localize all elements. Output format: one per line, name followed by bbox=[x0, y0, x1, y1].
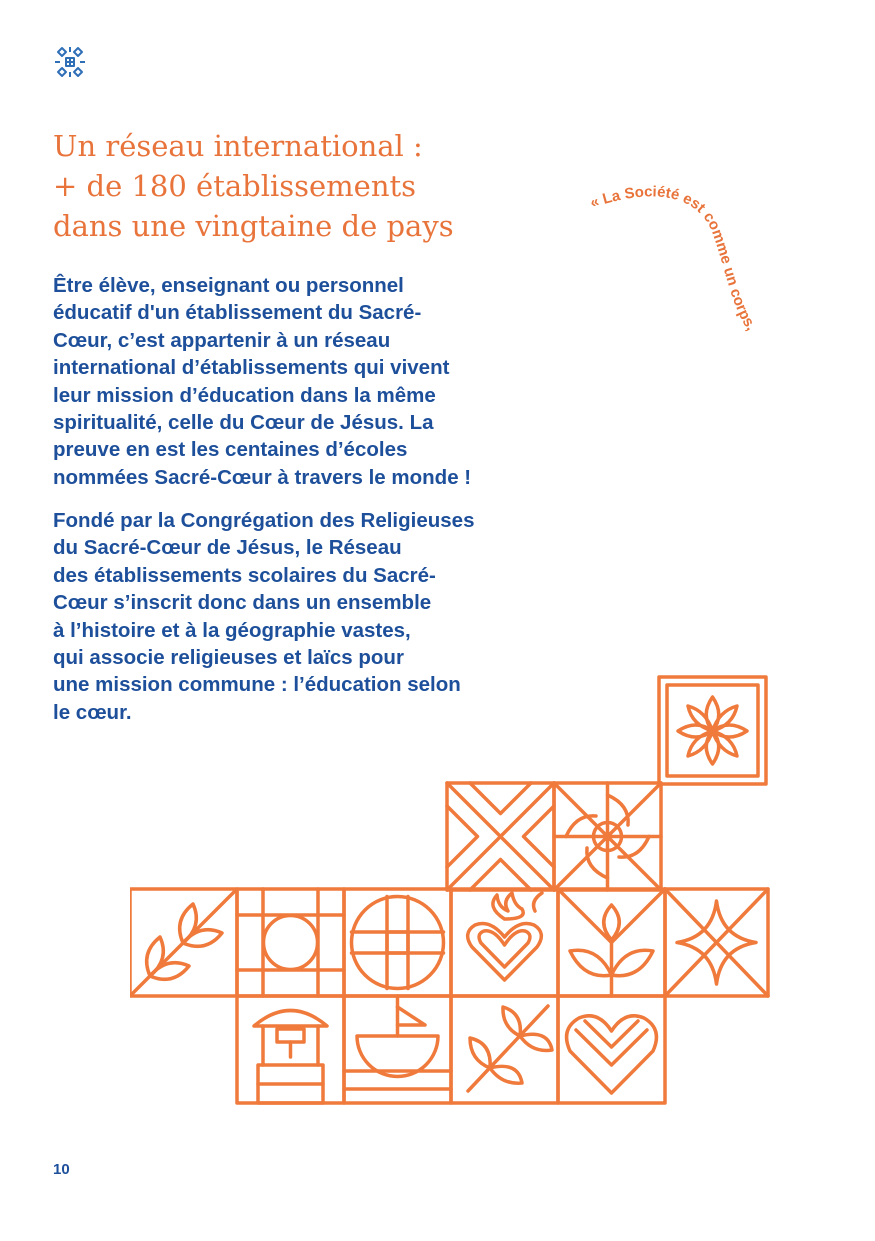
paragraph-line: du Sacré-Cœur de Jésus, le Réseau bbox=[53, 536, 402, 560]
grid-circle-tile bbox=[237, 889, 344, 996]
paragraph-line: Fondé par la Congrégation des Religieuses bbox=[53, 509, 475, 532]
intro-paragraph bbox=[53, 272, 573, 491]
title-line: dans une vingtaine de pays bbox=[53, 209, 454, 243]
curved-quote bbox=[560, 170, 860, 410]
paragraph-line: Cœur, c’est appartenir à un réseau bbox=[53, 328, 391, 352]
flaming-heart-tile bbox=[451, 889, 558, 996]
flower-tile bbox=[659, 677, 766, 784]
page-number: 10 bbox=[53, 1161, 70, 1178]
paragraph-line: spiritualité, celle du Cœur de Jésus. La bbox=[53, 411, 434, 435]
leaf-branch-tile bbox=[130, 889, 237, 996]
x-chevron-tile bbox=[447, 783, 554, 890]
svg-text:« La Société est comme un corp bbox=[588, 183, 759, 333]
paragraph-line: des établissements scolaires du Sacré- bbox=[53, 563, 436, 587]
well-tile bbox=[237, 996, 344, 1103]
star-tile bbox=[665, 889, 768, 996]
paragraph-line: éducatif d'un établissement du Sacré- bbox=[53, 301, 422, 325]
paragraph-line: le cœur. bbox=[53, 700, 132, 724]
title-line: Un réseau international : bbox=[53, 129, 423, 163]
paragraph-line: qui associe religieuses et laïcs pour bbox=[53, 646, 404, 670]
paragraph-line: Cœur s’inscrit donc dans un ensemble bbox=[53, 591, 432, 615]
title-line: + de 180 établissements bbox=[53, 169, 417, 203]
leaves-tile bbox=[558, 889, 665, 996]
paragraph-line: nommées Sacré-Cœur à travers le monde ! bbox=[53, 465, 472, 489]
paragraph-line: leur mission d’éducation dans la même bbox=[53, 383, 436, 407]
page-title bbox=[53, 126, 573, 246]
paragraph-line: à l’histoire et à la géographie vastes, bbox=[53, 618, 411, 642]
network-logo-icon bbox=[52, 44, 88, 80]
pinwheel-tile bbox=[554, 783, 661, 890]
paragraph-line: preuve en est les centaines d’écoles bbox=[53, 438, 408, 462]
rosette-tile bbox=[344, 889, 451, 996]
paragraph-line: Être élève, enseignant ou personnel bbox=[53, 274, 404, 297]
boat-tile bbox=[344, 996, 451, 1103]
paragraph-line: international d’établissements qui vivent bbox=[53, 356, 450, 380]
stained-glass-tiles-illustration bbox=[130, 675, 770, 1105]
olive-branch-tile bbox=[451, 996, 558, 1103]
heart-chevron-tile bbox=[558, 996, 665, 1103]
quote-text: « La Société est comme un corps, bbox=[588, 183, 760, 334]
paragraph-line: une mission commune : l’éducation selon bbox=[53, 673, 461, 697]
